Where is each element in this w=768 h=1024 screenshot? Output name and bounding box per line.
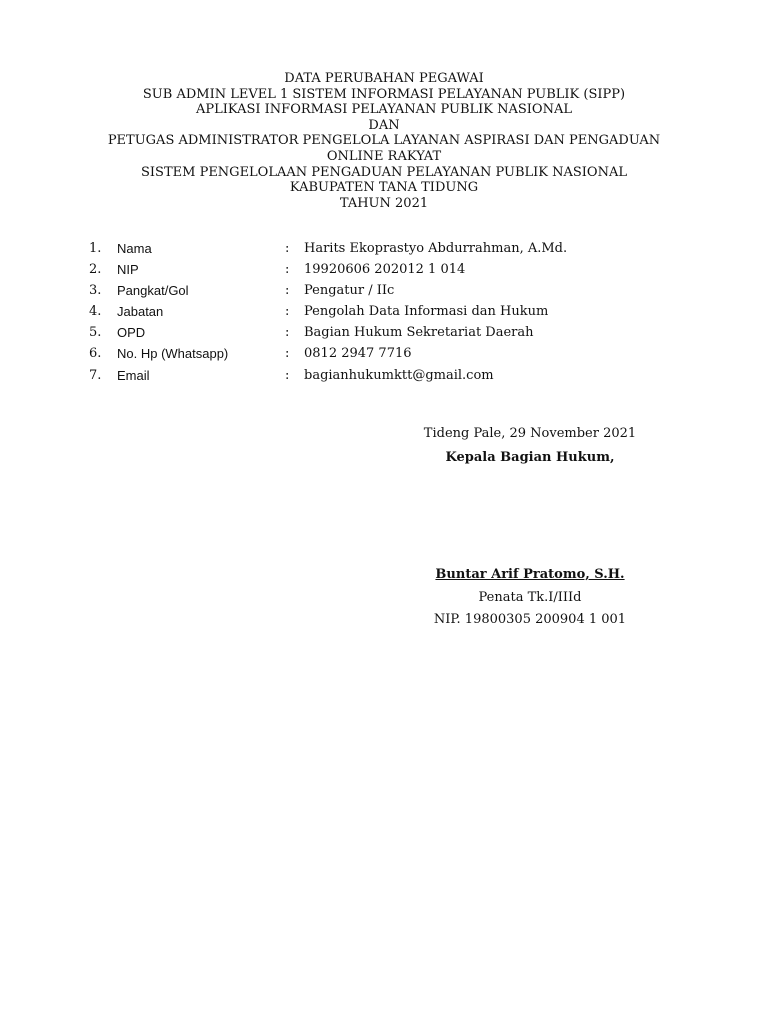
field-value: bagianhukumktt@gmail.com [304,367,494,383]
field-colon: : [285,304,290,320]
field-value: Pengatur / IIc [304,283,395,299]
document-title [0,71,768,211]
title-line: SUB ADMIN LEVEL 1 SISTEM INFORMASI PELAYANAN PUBLIK (SIPP) [142,86,626,102]
field-value: Pengolah Data Informasi dan Hukum [304,304,549,320]
field-colon: : [285,241,290,256]
field-label: Pangkat/Gol [117,283,189,299]
field-colon: : [285,346,290,362]
field-value: 0812 2947 7716 [304,346,412,362]
signatory-rank: Penata Tk.I/IIId [478,590,582,605]
field-value: 19920606 202012 1 014 [304,262,466,278]
field-number: 1. [89,241,102,256]
field-colon: : [285,283,290,299]
field-number: 7. [89,367,102,383]
field-number: 2. [89,262,102,278]
field-colon: : [285,367,290,383]
field-label: Jabatan [117,304,164,320]
field-label: NIP [117,262,139,278]
field-label: Nama [117,241,152,256]
title-line: ONLINE RAKYAT [326,148,442,164]
signature-place-date: Tideng Pale, 29 November 2021 [423,426,637,441]
field-row-nama [89,238,689,259]
field-label: No. Hp (Whatsapp) [117,346,229,362]
field-number: 5. [89,325,102,341]
field-colon: : [285,262,290,278]
field-number: 4. [89,304,102,320]
signatory-nip: NIP. 19800305 200904 1 001 [433,612,627,627]
field-row-opd [89,322,689,343]
field-colon: : [285,325,290,341]
title-line: TAHUN 2021 [339,195,429,211]
title-line: SISTEM PENGELOLAAN PENGADUAN PELAYANAN PUBLIK NASIONAL [141,164,627,180]
field-number: 3. [89,283,102,299]
title-line: DAN [368,117,400,133]
signature-role: Kepala Bagian Hukum, [445,450,615,465]
field-row-nip [89,259,689,280]
field-row-jabatan [89,301,689,322]
field-number: 6. [89,346,102,362]
title-line: APLIKASI INFORMASI PELAYANAN PUBLIK NASIONAL [196,102,572,118]
field-row-email [89,365,689,386]
field-label: OPD [117,325,146,341]
field-label: Email [117,367,150,383]
field-value: Harits Ekoprastyo Abdurrahman, A.Md. [304,241,568,256]
field-row-pangkat [89,280,689,301]
field-row-phone [89,343,689,364]
signatory-name: Buntar Arif Pratomo, S.H. [435,567,625,582]
title-line: KABUPATEN TANA TIDUNG [289,180,479,196]
field-value: Bagian Hukum Sekretariat Daerah [304,325,534,341]
title-line: DATA PERUBAHAN PEGAWAI [284,71,484,86]
title-line: PETUGAS ADMINISTRATOR PENGELOLA LAYANAN ASPIRASI DAN PENGADUAN [107,133,661,149]
employee-data-list [89,238,689,386]
